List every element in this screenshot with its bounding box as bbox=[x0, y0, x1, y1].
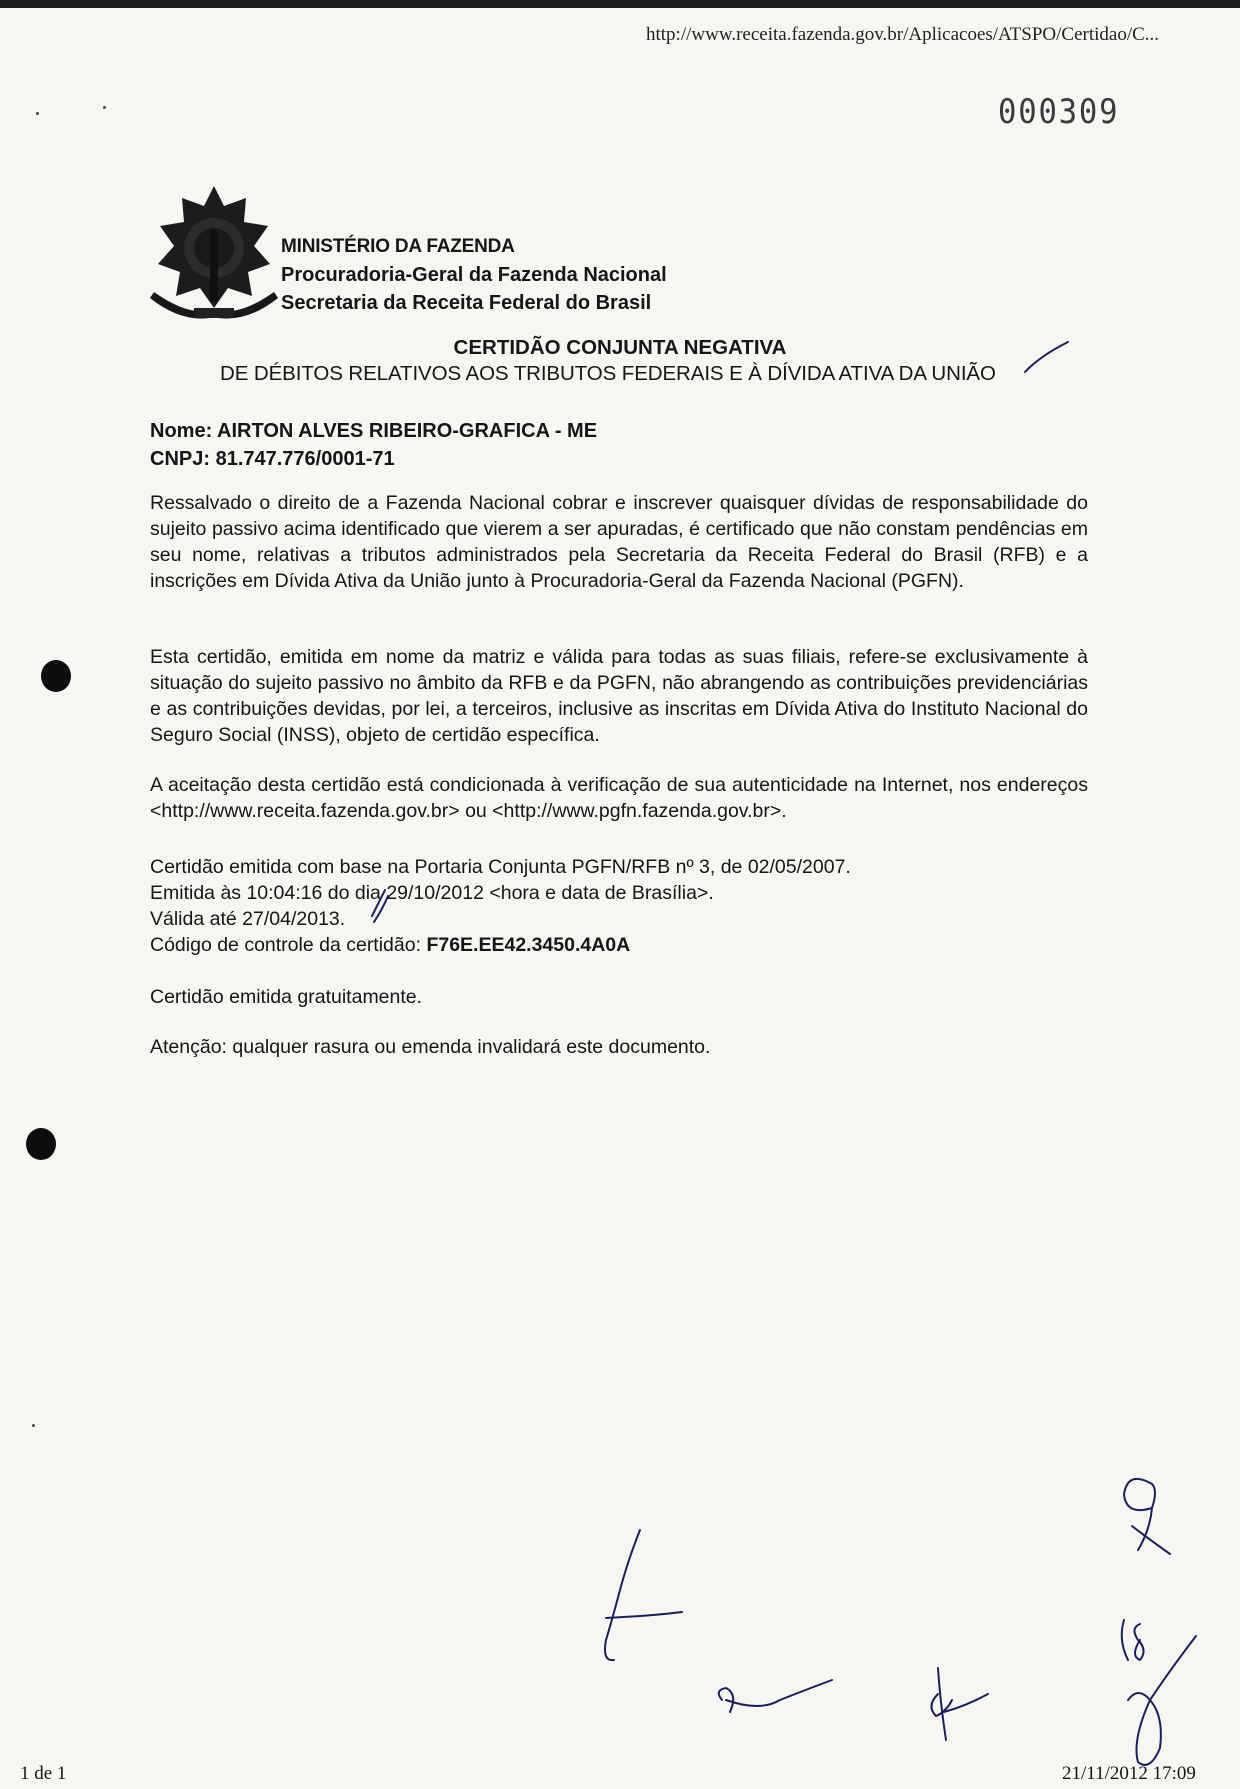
handwritten-98 bbox=[1122, 1620, 1144, 1660]
page-number-stamp: 000309 bbox=[998, 92, 1120, 132]
certificate-subtitle: DE DÉBITOS RELATIVOS AOS TRIBUTOS FEDERAIS E À DÍVIDA ATIVA DA UNIÃO bbox=[220, 362, 996, 385]
certificate-title: CERTIDÃO CONJUNTA NEGATIVA bbox=[453, 336, 787, 359]
scan-speck bbox=[32, 1424, 35, 1427]
ministry-name: MINISTÉRIO DA FAZENDA bbox=[281, 236, 515, 257]
secretaria-name: Secretaria da Receita Federal do Brasil bbox=[281, 292, 652, 314]
paragraph-scope: Esta certidão, emitida em nome da matriz e válida para todas as suas filiais, refere-se exclusivamente à situação do sujeito passivo no âmbito da RFB e da PGFN, não abrangendo as contribuições previdenciárias e as contribuições devidas, por lei, a terceiros, inclusive as inscritas em Dívida Ativa do Instituto Nacional do Seguro Social (INSS), objeto de certidão específica. bbox=[150, 646, 1088, 746]
signature-initial-2 bbox=[719, 1680, 832, 1712]
signature-initial-3 bbox=[931, 1668, 988, 1740]
signature-large-stroke bbox=[1128, 1636, 1196, 1765]
legal-basis-line: Certidão emitida com base na Portaria Conjunta PGFN/RFB nº 3, de 02/05/2007. bbox=[150, 856, 851, 878]
coat-of-arms-emblem-icon bbox=[148, 184, 280, 324]
scan-speck bbox=[103, 106, 106, 109]
free-issue-line: Certidão emitida gratuitamente. bbox=[150, 986, 423, 1008]
paragraph-authenticity: A aceitação desta certidão está condicionada à verificação de sua autenticidade na Internet, nos endereços <http://www.receita.fazenda.gov.br> ou <http://www.pgfn.fazenda.gov.br>. bbox=[150, 774, 1088, 822]
control-code-line bbox=[150, 932, 630, 958]
procuradoria-name: Procuradoria-Geral da Fazenda Nacional bbox=[281, 264, 667, 286]
taxpayer-identification bbox=[150, 417, 597, 473]
control-code-label: Código de controle da certidão: bbox=[150, 934, 427, 956]
warning-line: Atenção: qualquer rasura ou emenda invalidará este documento. bbox=[150, 1036, 711, 1058]
taxpayer-name: Nome: AIRTON ALVES RIBEIRO-GRAFICA - ME bbox=[150, 420, 598, 442]
print-timestamp: 21/11/2012 17:09 bbox=[1062, 1763, 1196, 1784]
page-count: 1 de 1 bbox=[20, 1763, 67, 1784]
agency-header bbox=[281, 233, 667, 317]
control-code-value: F76E.EE42.3450.4A0A bbox=[426, 934, 631, 956]
paragraph-reservation: Ressalvado o direito de a Fazenda Nacional cobrar e inscrever quaisquer dívidas de responsabilidade do sujeito passivo acima identificado que vierem a ser apuradas, é certificado que não constam pendências em seu nome, relativas a tributos administrados pela Secretaria da Receita Federal do Brasil (RFB) e a inscrições em Dívida Ativa da União junto à Procuradoria-Geral da Fazenda Nacional (PGFN). bbox=[150, 492, 1088, 592]
handwritten-9 bbox=[1124, 1479, 1170, 1554]
punch-hole-upper bbox=[41, 660, 71, 692]
scan-speck bbox=[36, 112, 39, 115]
signature-initial-1 bbox=[605, 1530, 682, 1660]
scan-top-edge bbox=[0, 0, 1240, 8]
issued-at-line: Emitida às 10:04:16 do dia 29/10/2012 <hora e data de Brasília>. bbox=[150, 882, 714, 904]
print-url: http://www.receita.fazenda.gov.br/Aplicacoes/ATSPO/Certidao/C... bbox=[646, 24, 1160, 45]
taxpayer-cnpj: CNPJ: 81.747.776/0001-71 bbox=[150, 448, 395, 470]
punch-hole-lower bbox=[26, 1128, 56, 1160]
valid-until-line: Válida até 27/04/2013. bbox=[150, 908, 346, 930]
